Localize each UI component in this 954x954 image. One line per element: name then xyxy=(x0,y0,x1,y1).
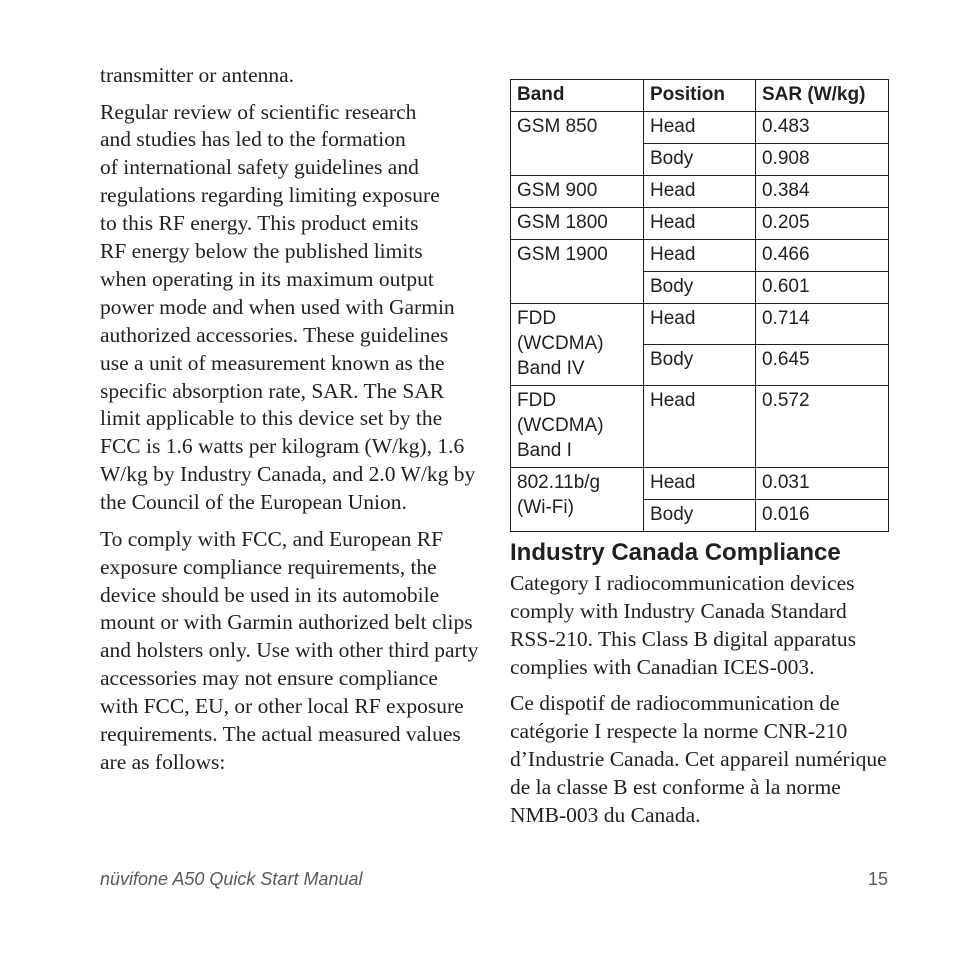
band-line: FDD xyxy=(517,390,557,411)
text-line: when operating in its maximum output xyxy=(100,266,434,291)
text-line: to this RF energy. This product emits xyxy=(100,211,419,236)
footer-manual-title: nüvifone A50 Quick Start Manual xyxy=(100,869,363,889)
text-line: are as follows: xyxy=(100,749,226,774)
industry-canada-body xyxy=(510,570,890,830)
text-line: requirements. The actual measured values xyxy=(100,722,461,747)
text-line: comply with Industry Canada Standard xyxy=(510,598,847,623)
band-line: (WCDMA) xyxy=(517,415,604,436)
industry-canada-heading: Industry Canada Compliance xyxy=(510,539,841,566)
table-row xyxy=(511,176,889,208)
text-line: power mode and when used with Garmin xyxy=(100,294,455,319)
sar-value-cell: 0.031 xyxy=(756,468,889,500)
text-line: specific absorption rate, SAR. The SAR xyxy=(100,378,445,403)
position-cell: Body xyxy=(644,144,756,176)
text-line: exposure compliance requirements, the xyxy=(100,554,437,579)
sar-value-cell: 0.572 xyxy=(756,386,889,468)
text-line: W/kg by Industry Canada, and 2.0 W/kg by xyxy=(100,462,476,487)
sar-value-cell: 0.466 xyxy=(756,240,889,272)
band-line: 802.11b/g xyxy=(517,472,601,493)
band-line: FDD xyxy=(517,308,557,329)
table-row xyxy=(511,240,889,272)
text-line: accessories may not ensure compliance xyxy=(100,666,438,691)
band-cell xyxy=(511,240,644,304)
band-cell xyxy=(511,208,644,240)
band-cell xyxy=(511,304,644,386)
sar-table-header-row xyxy=(511,80,889,112)
table-row xyxy=(511,304,889,345)
text-line: device should be used in its automobile xyxy=(100,582,440,607)
text-line: de la classe B est conforme à la norme xyxy=(510,774,841,799)
band-line: GSM 900 xyxy=(517,180,598,201)
band-line: (Wi-Fi) xyxy=(517,497,574,518)
sar-table-body xyxy=(511,112,889,532)
table-row xyxy=(511,386,889,468)
paragraph-fcc-compliance xyxy=(100,526,482,777)
position-cell: Head xyxy=(644,240,756,272)
text-line: limit applicable to this device set by the xyxy=(100,406,443,431)
header-position: Position xyxy=(644,80,756,112)
text-line: Category I radiocommunication devices xyxy=(510,571,855,595)
sar-value-cell: 0.205 xyxy=(756,208,889,240)
band-line: GSM 850 xyxy=(517,116,598,137)
position-cell: Head xyxy=(644,208,756,240)
text-line: catégorie I respecte la norme CNR-210 xyxy=(510,719,848,744)
text-line: RSS-210. This Class B digital apparatus xyxy=(510,626,856,651)
text-line: of international safety guidelines and xyxy=(100,155,419,180)
band-cell xyxy=(511,468,644,532)
text-line: RF energy below the published limits xyxy=(100,239,423,264)
text-line: regulations regarding limiting exposure xyxy=(100,183,440,208)
band-line: GSM 1900 xyxy=(517,244,608,265)
sar-value-cell: 0.384 xyxy=(756,176,889,208)
sar-value-cell: 0.016 xyxy=(756,500,889,532)
table-row xyxy=(511,208,889,240)
band-cell xyxy=(511,112,644,176)
sar-value-cell: 0.601 xyxy=(756,272,889,304)
text-line: authorized accessories. These guidelines xyxy=(100,322,449,347)
text-line: d’Industrie Canada. Cet appareil numérique xyxy=(510,747,887,772)
sar-table xyxy=(510,79,889,532)
band-line: Band IV xyxy=(517,358,585,379)
band-line: (WCDMA) xyxy=(517,333,604,354)
paragraph-french xyxy=(510,690,890,830)
position-cell: Body xyxy=(644,272,756,304)
sar-value-cell: 0.714 xyxy=(756,304,889,345)
position-cell: Head xyxy=(644,112,756,144)
paragraph-scientific-research xyxy=(100,99,482,518)
text-line: NMB-003 du Canada. xyxy=(510,802,701,827)
text-line: Regular review of scientific research xyxy=(100,99,417,124)
position-cell: Body xyxy=(644,500,756,532)
band-line: GSM 1800 xyxy=(517,212,608,233)
text-line: FCC is 1.6 watts per kilogram (W/kg), 1.6 xyxy=(100,434,465,459)
text-line: and studies has led to the formation xyxy=(100,127,406,152)
position-cell: Head xyxy=(644,386,756,468)
position-cell: Head xyxy=(644,176,756,208)
text-line: Ce dispotif de radiocommunication de xyxy=(510,691,840,716)
sar-value-cell: 0.483 xyxy=(756,112,889,144)
left-column xyxy=(100,62,482,785)
band-cell xyxy=(511,176,644,208)
position-cell: Head xyxy=(644,304,756,345)
text-line: and holsters only. Use with other third party xyxy=(100,638,479,663)
band-line: Band I xyxy=(517,440,572,461)
table-row xyxy=(511,468,889,500)
sar-value-cell: 0.645 xyxy=(756,345,889,386)
text-line: with FCC, EU, or other local RF exposure xyxy=(100,694,464,719)
text-line: use a unit of measurement known as the xyxy=(100,350,445,375)
text-line: mount or with Garmin authorized belt clips xyxy=(100,610,473,635)
header-sar: SAR (W/kg) xyxy=(756,80,889,112)
header-band: Band xyxy=(511,80,644,112)
footer-page-number: 15 xyxy=(867,869,888,889)
text-line: complies with Canadian ICES-003. xyxy=(510,654,815,679)
paragraph-category-i xyxy=(510,570,890,682)
position-cell: Body xyxy=(644,345,756,386)
band-cell xyxy=(511,386,644,468)
table-row xyxy=(511,112,889,144)
text-line: To comply with FCC, and European RF xyxy=(100,526,444,551)
position-cell: Head xyxy=(644,468,756,500)
sar-value-cell: 0.908 xyxy=(756,144,889,176)
text-line: the Council of the European Union. xyxy=(100,490,407,515)
paragraph-transmitter: transmitter or antenna. xyxy=(100,63,295,87)
right-column xyxy=(510,79,890,838)
